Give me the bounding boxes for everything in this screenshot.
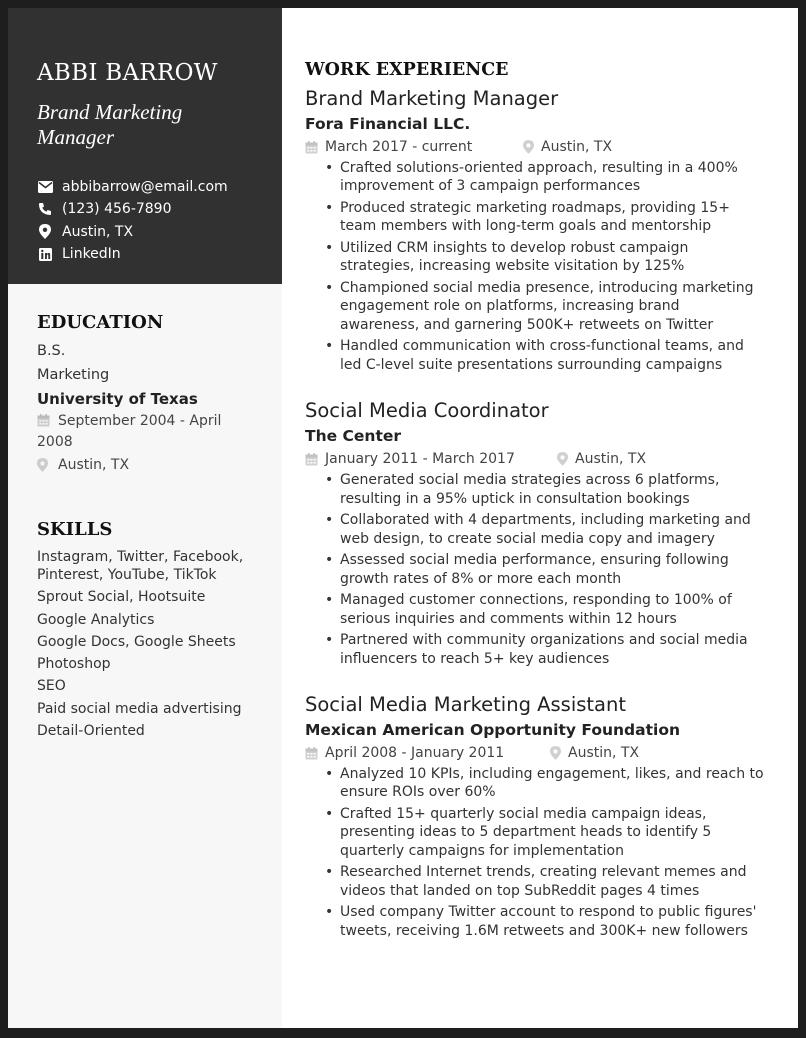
bullet-list xyxy=(305,471,775,668)
bullet-line: tweets, receiving 1.6M retweets and 300K+ new followers xyxy=(340,922,748,939)
skills-title: SKILLS xyxy=(37,519,113,540)
bullet-line: quarterly campaigns for implementation xyxy=(340,842,624,859)
contact-phone-text: (123) 456-7890 xyxy=(62,201,172,218)
job-location xyxy=(550,745,639,761)
education-title: EDUCATION xyxy=(37,312,164,333)
bullet-line: led C-level suite presentations surrounding campaigns xyxy=(340,356,723,373)
skill-item: Detail-Oriented xyxy=(37,723,145,740)
bullet-line: strategies, increasing website visitation by 125% xyxy=(340,258,685,275)
bullet-item xyxy=(325,863,775,900)
bullet-marker: • xyxy=(325,200,334,216)
skill-item: Pinterest, YouTube, TikTok xyxy=(37,567,217,583)
location-pin-icon xyxy=(37,224,53,240)
bullet-line: presenting ideas to 5 department heads to identify 5 xyxy=(340,824,712,841)
skill-item: SEO xyxy=(37,678,66,695)
contact-location-text: Austin, TX xyxy=(62,223,134,240)
job-entry xyxy=(305,692,775,940)
education-dates-line: 2008 xyxy=(37,434,73,450)
bullet-marker: • xyxy=(325,552,334,569)
bullet-item xyxy=(325,159,775,196)
bullet-item xyxy=(325,765,775,802)
job-title: Social Media Marketing Assistant xyxy=(305,693,626,717)
skill-item: Instagram, Twitter, Facebook, xyxy=(37,549,244,565)
bullet-item xyxy=(325,471,775,508)
location-pin-icon xyxy=(523,140,541,154)
skill-item: Sprout Social, Hootsuite xyxy=(37,589,206,606)
jobs-list xyxy=(305,86,775,940)
linkedin-icon xyxy=(37,246,53,262)
education-school: University of Texas xyxy=(37,390,198,408)
job-dates-text: April 2008 - January 2011 xyxy=(325,745,505,762)
bullet-line: web design, to create social media copy and imagery xyxy=(340,530,715,547)
calendar-icon xyxy=(305,747,325,760)
header-block xyxy=(8,8,282,284)
education-dates-continued xyxy=(37,433,221,452)
bullet-item xyxy=(325,199,775,236)
bullet-line: Researched Internet trends, creating relevant memes and xyxy=(340,864,747,881)
contact-location xyxy=(37,221,228,243)
skills-list xyxy=(37,548,243,740)
location-pin-icon xyxy=(550,746,568,760)
bullet-line: Assessed social media performance, ensuring following xyxy=(340,552,729,569)
bullet-item xyxy=(325,591,775,628)
bullet-item xyxy=(325,279,775,334)
main-column xyxy=(305,60,775,943)
work-experience-title: WORK EXPERIENCE xyxy=(305,60,509,80)
bullet-line: awareness, and garnering 500K+ retweets on Twitter xyxy=(340,316,714,333)
calendar-icon xyxy=(305,453,325,466)
bullet-line: Generated social media strategies across 6 platforms, xyxy=(340,472,720,489)
bullet-marker: • xyxy=(325,240,334,256)
bullet-line: resulting in a 95% uptick in consultation bookings xyxy=(340,490,690,507)
bullet-list xyxy=(305,765,775,940)
job-meta xyxy=(305,136,775,158)
bullet-line: influencers to reach 5+ key audiences xyxy=(340,650,610,667)
bullet-item xyxy=(325,337,775,374)
bullet-line: serious inquiries and comments within 12 hours xyxy=(340,610,677,627)
bullet-line: Produced strategic marketing roadmaps, providing 15+ xyxy=(340,200,730,216)
job-meta xyxy=(305,742,775,764)
contact-linkedin[interactable] xyxy=(37,243,228,265)
education-dates-line: September 2004 - April xyxy=(58,413,222,429)
bullet-line: Crafted solutions-oriented approach, resulting in a 400% xyxy=(340,160,738,176)
bullet-item xyxy=(325,551,775,588)
bullet-item xyxy=(325,631,775,668)
job-location xyxy=(523,139,612,155)
job-title: Social Media Coordinator xyxy=(305,399,549,423)
education-degree: B.S. xyxy=(37,343,66,359)
bullet-line: Partnered with community organizations and social media xyxy=(340,632,748,649)
bullet-marker: • xyxy=(325,160,334,176)
bullet-line: Used company Twitter account to respond to public figures' xyxy=(340,904,757,921)
job-entry xyxy=(305,398,775,668)
bullet-marker: • xyxy=(325,512,334,529)
applicant-role xyxy=(37,100,267,150)
bullet-line: engagement role on platforms, increasing brand xyxy=(340,298,680,315)
bullet-line: ensure ROIs over 60% xyxy=(340,784,496,801)
education-section xyxy=(37,312,221,478)
contact-email-text: abbibarrow@email.com xyxy=(62,179,228,196)
job-dates xyxy=(305,451,557,467)
bullet-marker: • xyxy=(325,632,334,649)
job-dates xyxy=(305,745,550,761)
bullet-marker: • xyxy=(325,904,334,921)
contact-email[interactable] xyxy=(37,176,228,198)
bullet-item xyxy=(325,903,775,940)
job-dates xyxy=(305,139,523,155)
bullet-item xyxy=(325,511,775,548)
job-location-text: Austin, TX xyxy=(541,139,613,155)
bullet-line: Managed customer connections, responding to 100% of xyxy=(340,592,732,609)
education-dates xyxy=(37,412,221,433)
bullet-item xyxy=(325,239,775,276)
bullet-line: team members with long-term goals and mentorship xyxy=(340,218,712,235)
bullet-marker: • xyxy=(325,864,334,881)
job-entry xyxy=(305,86,775,374)
job-meta xyxy=(305,448,775,470)
bullet-marker: • xyxy=(325,338,334,355)
bullet-item xyxy=(325,805,775,860)
bullet-line: improvement of 3 campaign performances xyxy=(340,178,641,195)
bullet-line: videos that landed on top SubReddit pages 4 times xyxy=(340,882,700,899)
contact-phone[interactable] xyxy=(37,198,228,220)
calendar-icon xyxy=(305,141,325,154)
bullet-line: Utilized CRM insights to develop robust campaign xyxy=(340,240,689,256)
bullet-line: Handled communication with cross-functional teams, and xyxy=(340,338,744,355)
job-location xyxy=(557,451,646,467)
skills-section xyxy=(37,519,243,744)
company-name: Mexican American Opportunity Foundation xyxy=(305,721,681,740)
job-dates-text: March 2017 - current xyxy=(325,139,473,155)
bullet-marker: • xyxy=(325,472,334,489)
bullet-line: Collaborated with 4 departments, including marketing and xyxy=(340,512,751,529)
bullet-marker: • xyxy=(325,280,334,296)
bullet-line: Crafted 15+ quarterly social media campaign ideas, xyxy=(340,806,707,823)
contact-list xyxy=(37,176,228,265)
bullet-list xyxy=(305,159,775,374)
job-title: Brand Marketing Manager xyxy=(305,87,559,110)
bullet-line: Analyzed 10 KPIs, including engagement, likes, and reach to xyxy=(340,766,764,783)
job-dates-text: January 2011 - March 2017 xyxy=(325,451,515,468)
contact-linkedin-text: LinkedIn xyxy=(62,246,121,263)
location-pin-icon xyxy=(557,452,575,466)
bullet-line: Championed social media presence, introducing marketing xyxy=(340,280,754,296)
applicant-name: ABBI BARROW xyxy=(37,60,218,86)
education-location xyxy=(37,456,221,478)
bullet-line: growth rates of 8% or more each month xyxy=(340,570,622,587)
phone-icon xyxy=(37,201,53,217)
skill-item: Paid social media advertising xyxy=(37,700,242,717)
skill-item: Google Analytics xyxy=(37,611,155,628)
envelope-icon xyxy=(37,179,53,195)
bullet-marker: • xyxy=(325,806,334,823)
job-location-text: Austin, TX xyxy=(575,451,647,468)
skill-item: Photoshop xyxy=(37,656,111,673)
bullet-marker: • xyxy=(325,592,334,609)
job-location-text: Austin, TX xyxy=(568,745,640,762)
company-name: Fora Financial LLC. xyxy=(305,115,471,133)
bullet-marker: • xyxy=(325,766,334,783)
education-dates-text xyxy=(58,412,221,431)
role-line: Manager xyxy=(37,125,114,149)
calendar-icon xyxy=(37,414,51,433)
company-name: The Center xyxy=(305,427,402,446)
location-pin-icon xyxy=(37,458,51,478)
skill-item: Google Docs, Google Sheets xyxy=(37,633,236,650)
role-line: Brand Marketing xyxy=(37,100,183,124)
education-location-text: Austin, TX xyxy=(58,457,130,473)
education-field: Marketing xyxy=(37,367,110,383)
